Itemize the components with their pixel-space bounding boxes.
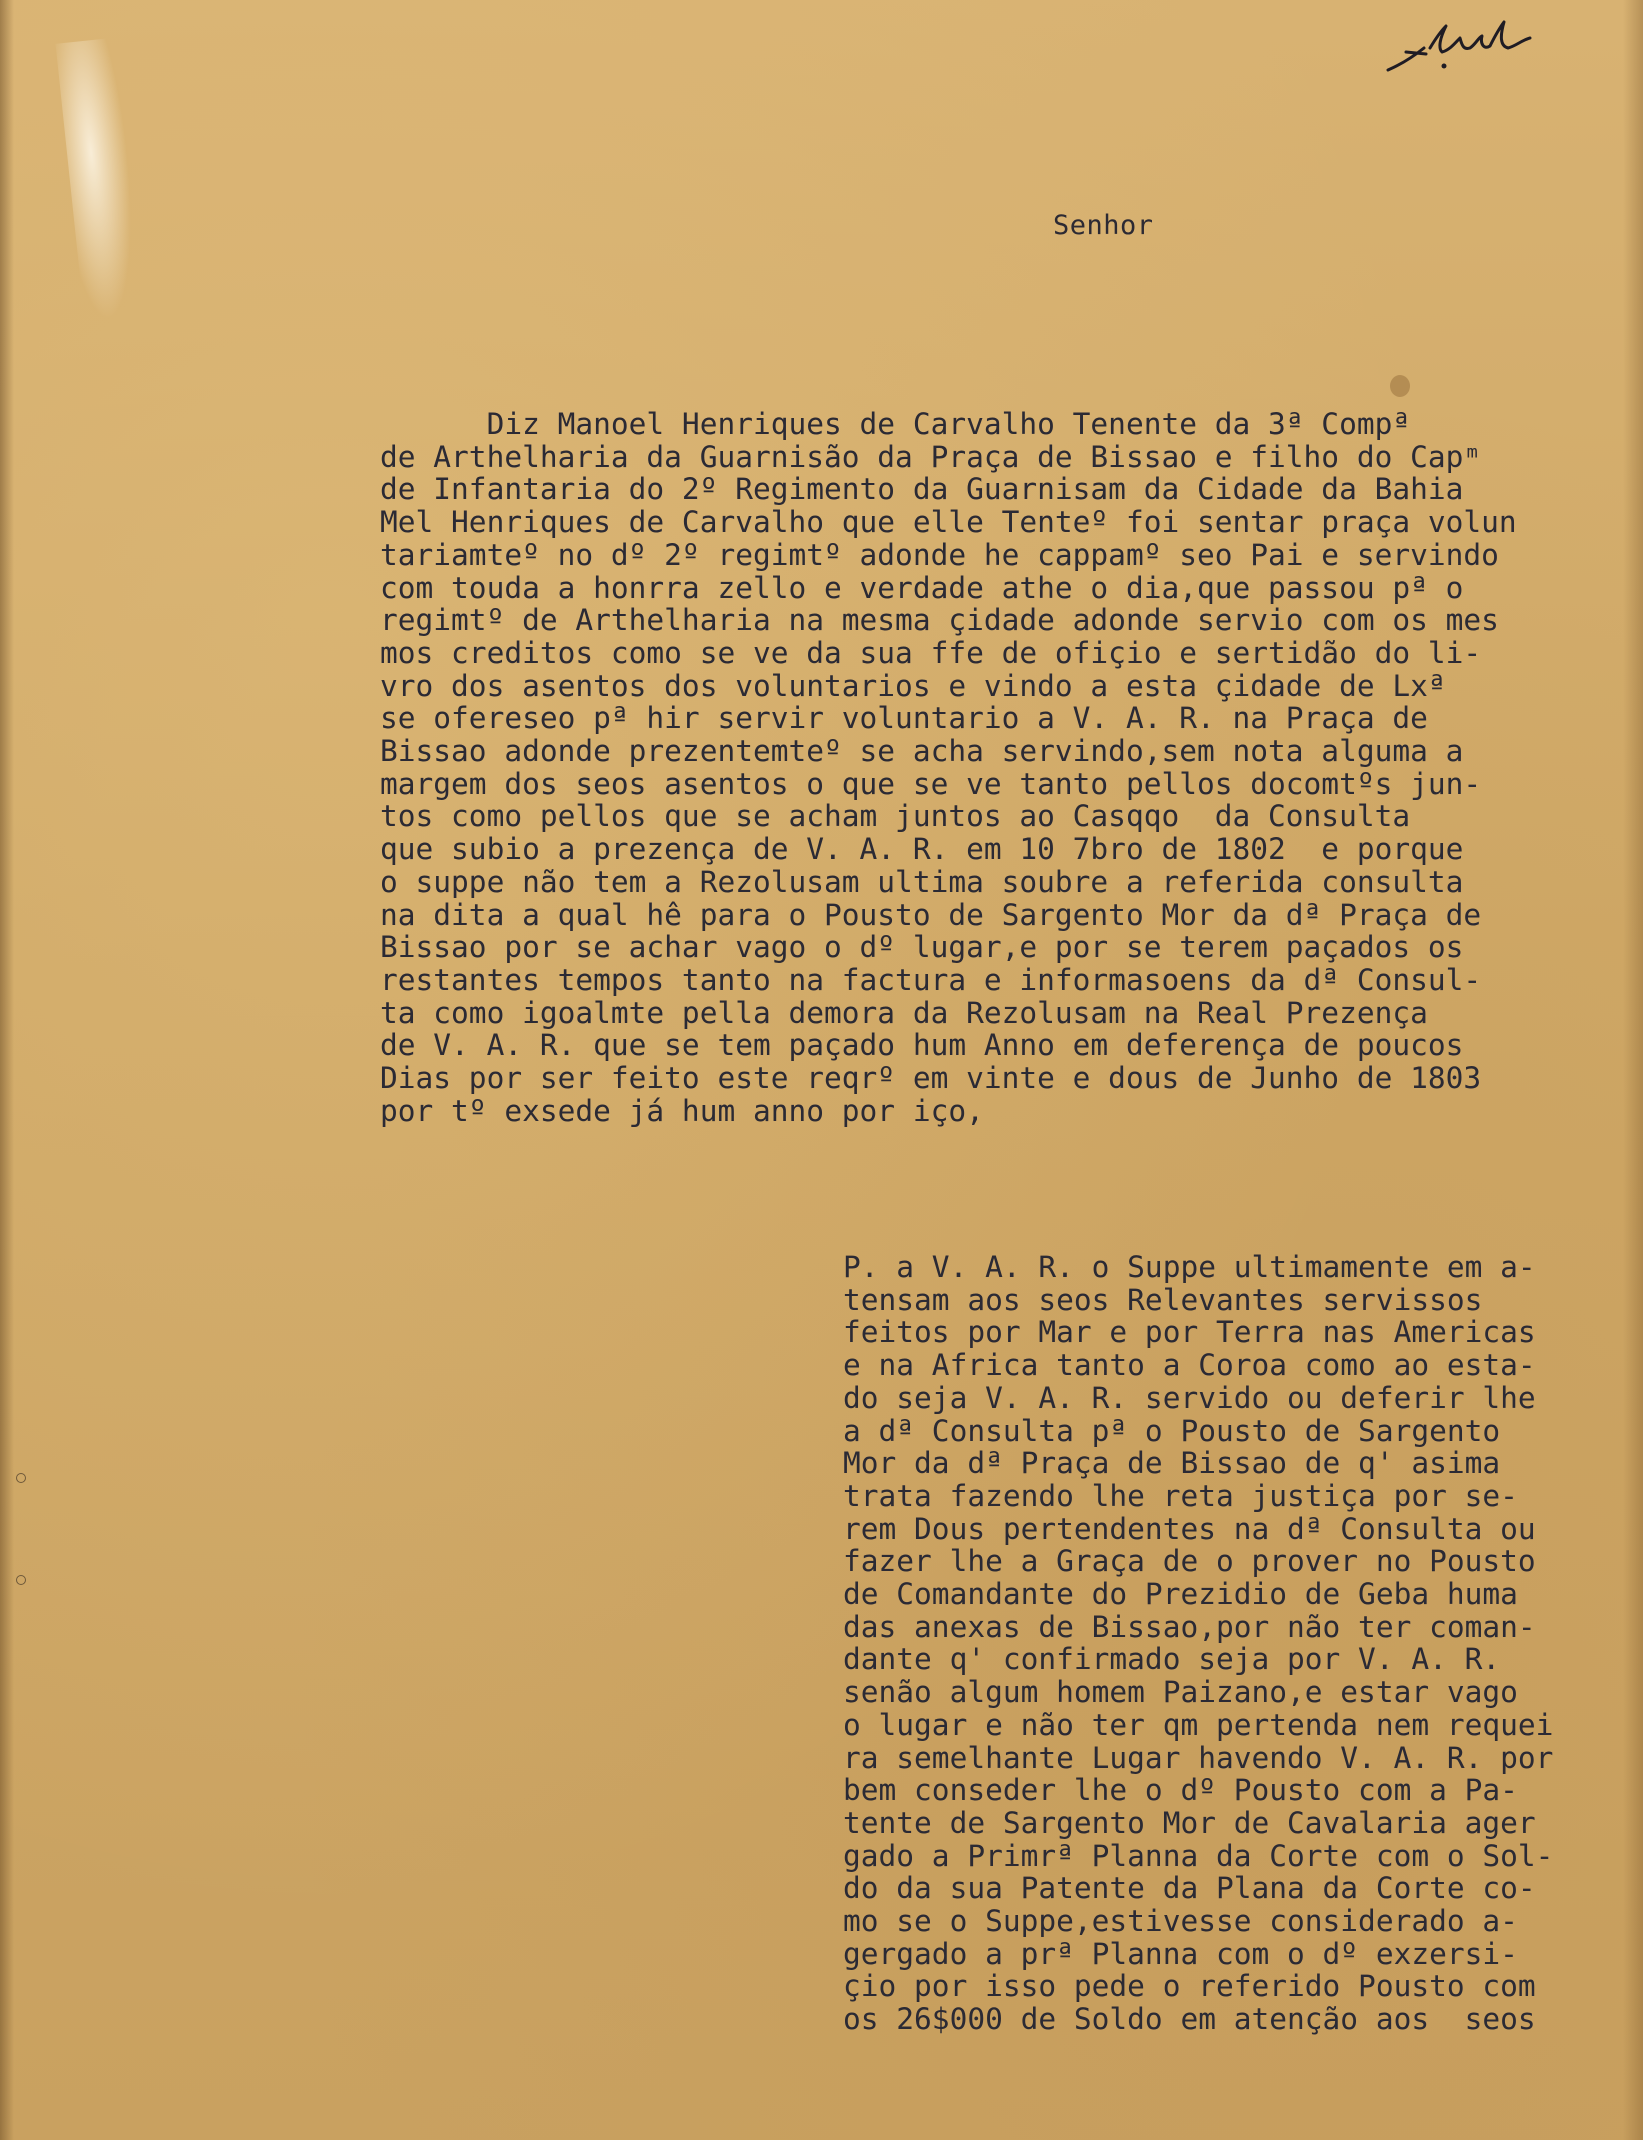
body-line: que subio a prezença de V. A. R. em 10 7bro de 1802 e porque xyxy=(380,832,1464,867)
petition-line: tente de Sargento Mor de Cavalaria ager xyxy=(843,1805,1536,1840)
petition-line: das anexas de Bissao,por não ter coman- xyxy=(843,1609,1536,1644)
petition-line: bem conseder lhe o dº Pousto com a Pa- xyxy=(843,1773,1518,1808)
petition-line: dante q' confirmado seja por V. A. R. xyxy=(843,1642,1501,1677)
body-line: Bissao adonde prezentemteº se acha servindo,sem nota alguma a xyxy=(380,734,1464,769)
body-line: tos como pellos que se acham juntos ao Casqqo da Consulta xyxy=(380,799,1411,834)
petition-line: ra semelhante Lugar havendo V. A. R. por xyxy=(843,1740,1554,1775)
document-heading: Senhor xyxy=(1053,210,1154,241)
paper-right-edge-shadow xyxy=(1623,0,1643,2140)
body-line: Dias por ser feito este reqrº em vinte e dous de Junho de 1803 xyxy=(380,1061,1482,1096)
body-line: margem dos seos asentos o que se ve tanto pellos docomtºs jun- xyxy=(380,766,1482,801)
petition-line: do seja V. A. R. servido ou deferir lhe xyxy=(843,1380,1536,1415)
petition-line: P. a V. A. R. o Suppe ultimamente em a- xyxy=(843,1250,1536,1284)
petition-line: Mor da dª Praça de Bissao de q' asima xyxy=(843,1446,1501,1481)
body-line: de V. A. R. que se tem paçado hum Anno em deferença de poucos xyxy=(380,1028,1464,1063)
body-line: de Arthelharia da Guarnisão da Praça de Bissao e filho do Capᵐ xyxy=(380,439,1482,474)
petition-line: trata fazendo lhe reta justiça por se- xyxy=(843,1478,1518,1513)
body-line: Mel Henriques de Carvalho que elle Tenteº foi sentar praça volun xyxy=(380,505,1517,540)
request-paragraph xyxy=(843,1251,1553,2036)
body-line: na dita a qual hê para o Pousto de Sargento Mor da dª Praça de xyxy=(380,897,1482,932)
body-line: de Infantaria do 2º Regimento da Guarnisam da Cidade da Bahia xyxy=(380,472,1464,507)
body-line: se ofereseo pª hir servir voluntario a V. A. R. na Praça de xyxy=(380,701,1428,736)
petition-line: de Comandante do Prezidio de Geba huma xyxy=(843,1577,1518,1612)
body-line: regimtº de Arthelharia na mesma çidade adonde servio com os mes xyxy=(380,603,1499,638)
punch-hole-mark xyxy=(16,1575,26,1585)
petition-line: a dª Consulta pª o Pousto de Sargento xyxy=(843,1413,1501,1448)
petition-line: gergado a prª Planna com o dº exzersi- xyxy=(843,1936,1518,1971)
body-line: por tº exsede já hum anno por iço, xyxy=(380,1093,984,1128)
petition-line: os 26$000 de Soldo em atenção aos seos xyxy=(843,2002,1536,2037)
petition-line: fazer lhe a Graça de o prover no Pousto xyxy=(843,1544,1536,1579)
petition-line: tensam aos seos Relevantes servissos xyxy=(843,1282,1483,1317)
petition-body xyxy=(380,408,1517,1127)
body-line: ta como igoalmte pella demora da Rezolusam na Real Prezença xyxy=(380,995,1428,1030)
petition-line: çio por isso pede o referido Pousto com xyxy=(843,1969,1536,2004)
paper-left-edge-shadow xyxy=(0,0,14,2140)
body-line: tariamteº no dº 2º regimtº adonde he cappamº seo Pai e servindo xyxy=(380,537,1499,572)
petition-line: rem Dous pertendentes na dª Consulta ou xyxy=(843,1511,1536,1546)
paper-tear-mark xyxy=(56,38,145,323)
petition-line: do da sua Patente da Plana da Corte co- xyxy=(843,1871,1536,1906)
body-line: o suppe não tem a Rezolusam ultima soubre a referida consulta xyxy=(380,864,1464,899)
body-line: mos creditos como se ve da sua ffe de ofiçio e sertidão do li- xyxy=(380,635,1482,670)
petition-line: o lugar e não ter qm pertenda nem requei xyxy=(843,1707,1554,1742)
petition-line: e na Africa tanto a Coroa como ao esta- xyxy=(843,1348,1536,1383)
body-line: Bissao por se achar vago o dº lugar,e por se terem paçados os xyxy=(380,930,1464,965)
body-line: com touda a honrra zello e verdade athe o dia,que passou pª o xyxy=(380,570,1464,605)
handwritten-signature xyxy=(1380,8,1560,80)
body-line: Diz Manoel Henriques de Carvalho Tenente da 3ª Compª xyxy=(380,407,1411,441)
petition-line: mo se o Suppe,estivesse considerado a- xyxy=(843,1904,1518,1939)
petition-line: feitos por Mar e por Terra nas Americas xyxy=(843,1315,1536,1350)
ink-stain xyxy=(1390,375,1410,397)
body-line: restantes tempos tanto na factura e informasoens da dª Consul- xyxy=(380,962,1482,997)
body-line: vro dos asentos dos voluntarios e vindo a esta çidade de Lxª xyxy=(380,668,1446,703)
petition-line: gado a Primrª Planna da Corte com o Sol- xyxy=(843,1838,1554,1873)
punch-hole-mark xyxy=(16,1473,26,1483)
petition-line: senão algum homem Paizano,e estar vago xyxy=(843,1675,1518,1710)
